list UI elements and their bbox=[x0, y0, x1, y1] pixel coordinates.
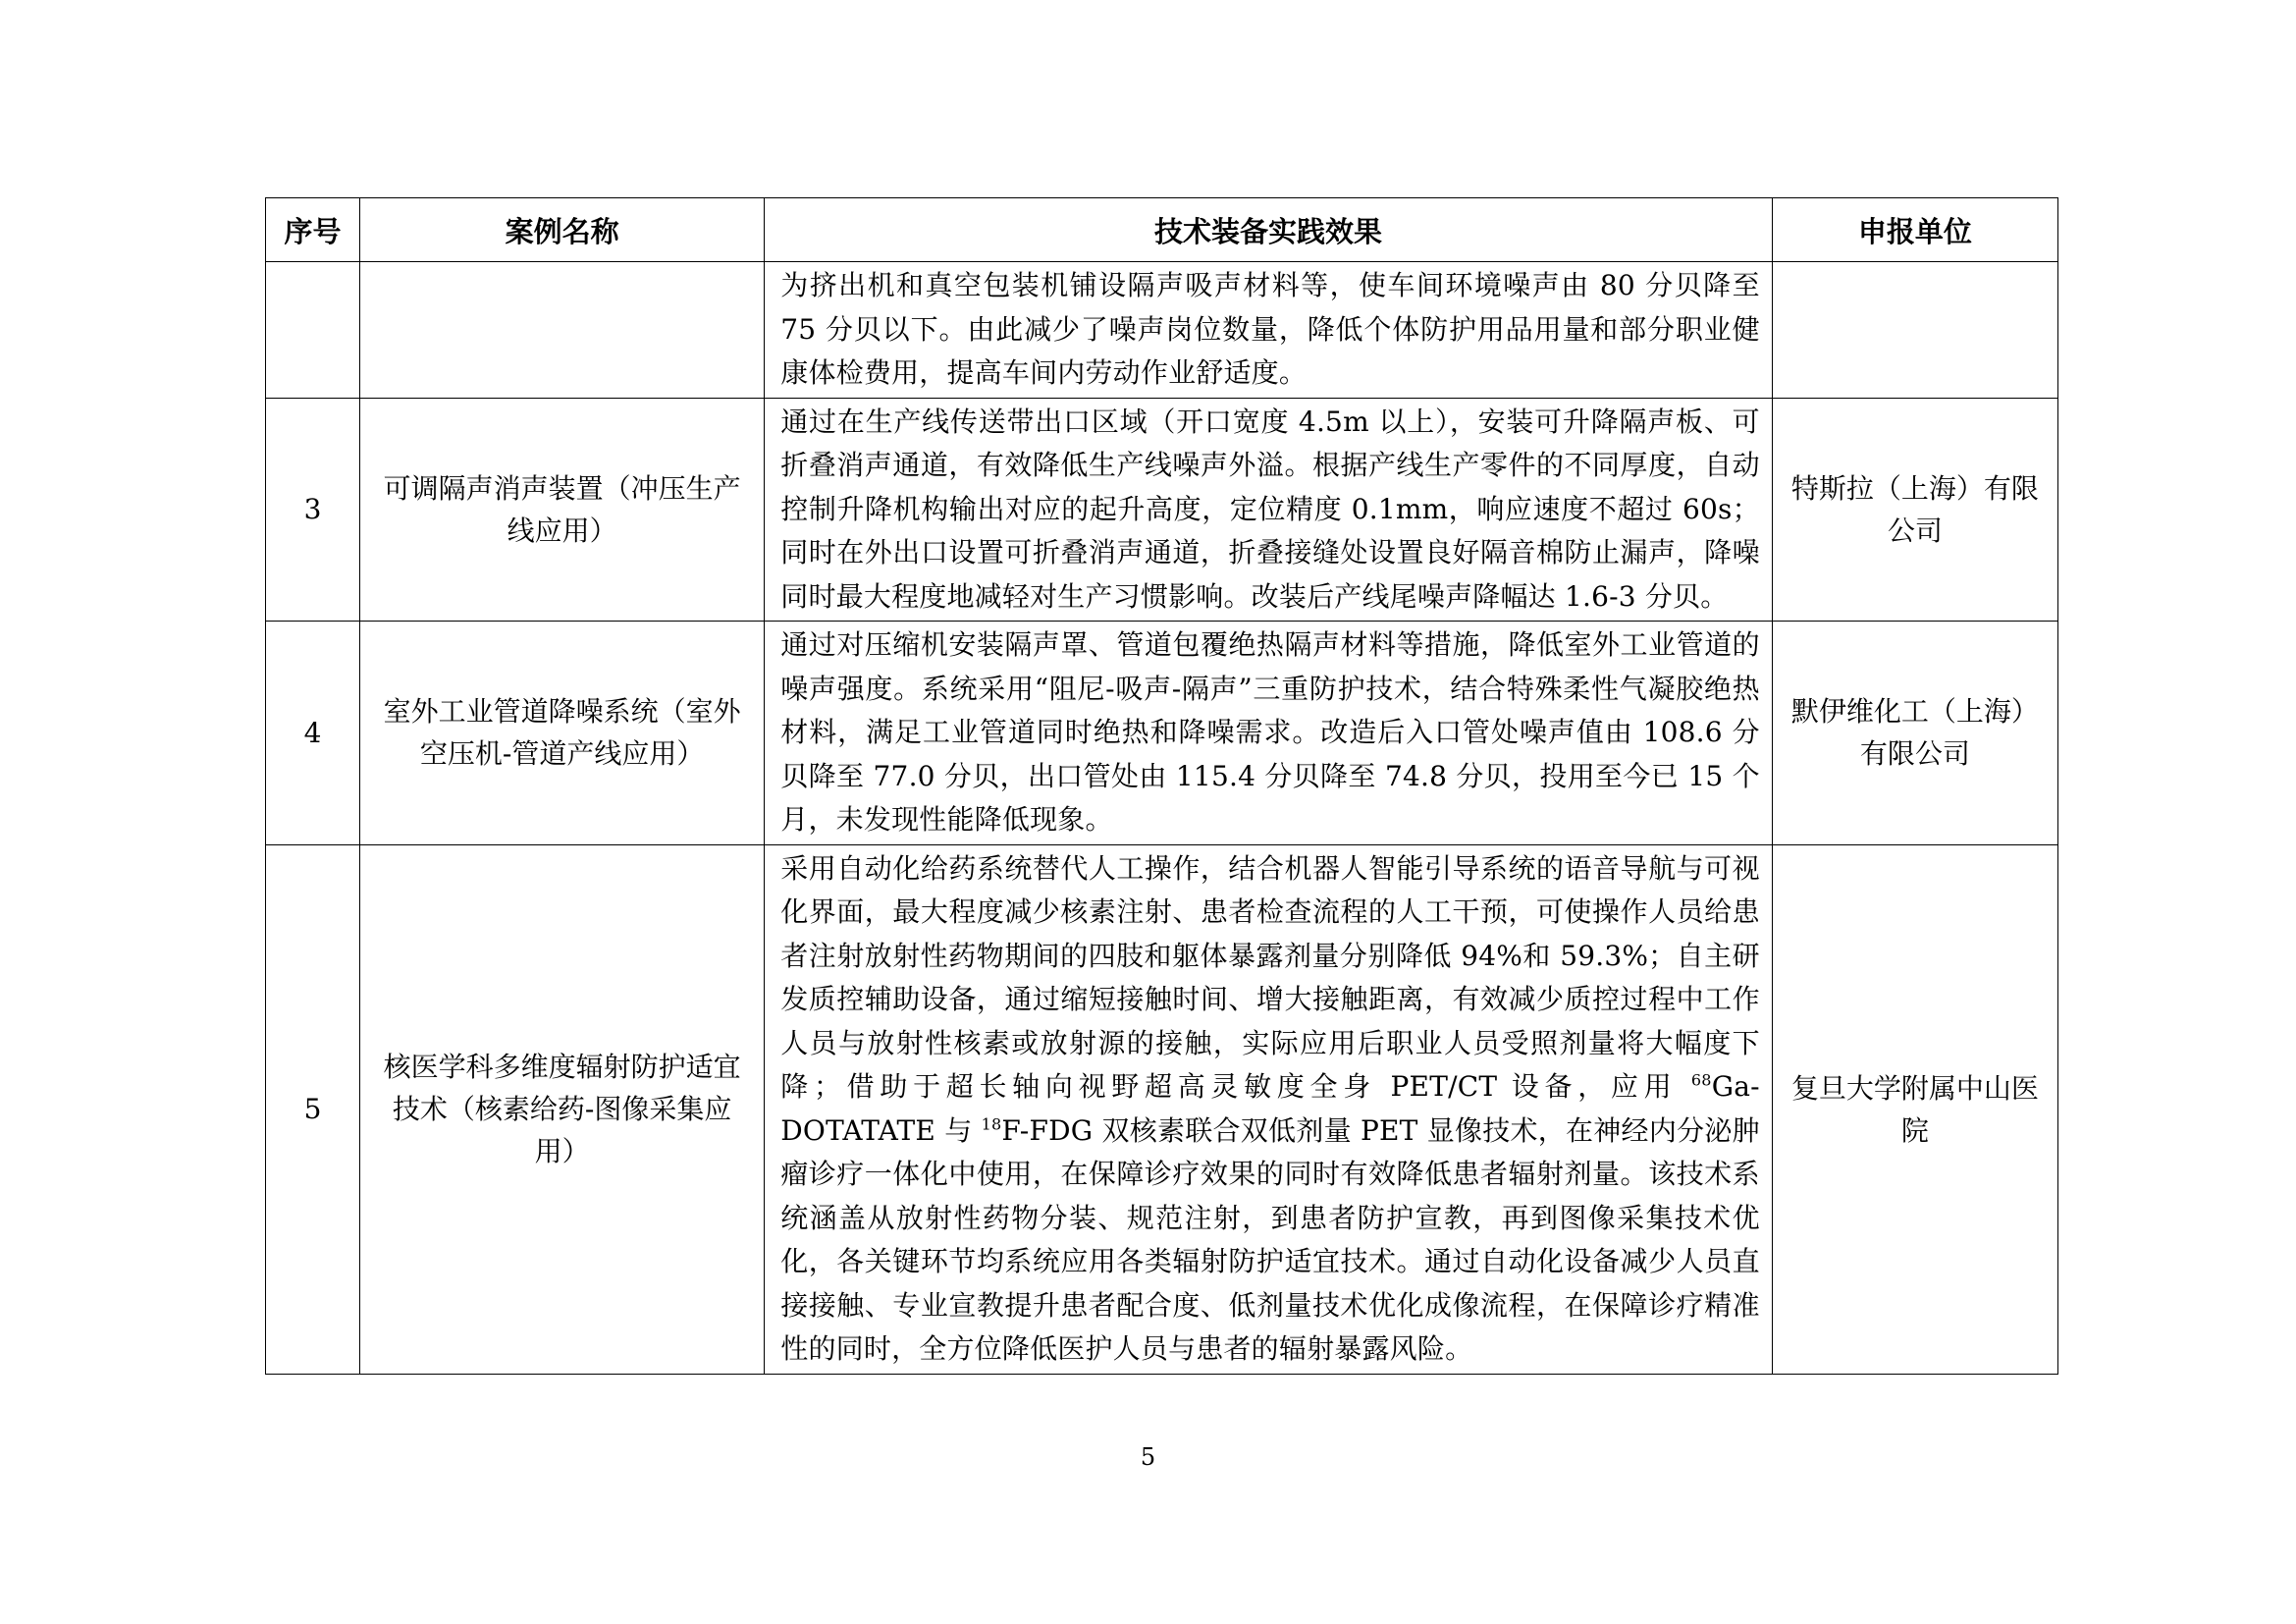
table-header-row bbox=[266, 198, 2058, 262]
row-no bbox=[266, 262, 360, 399]
row-name bbox=[360, 262, 765, 399]
row-effect: 通过在生产线传送带出口区域（开口宽度 4.5m 以上），安装可升降隔声板、可折叠消声通道，有效降低生产线噪声外溢。根据产线生产零件的不同厚度，自动控制升降机构输出对应的起升高度，定位精度 0.1mm，响应速度不超过 60s；同时在外出口设置可折叠消声通道，折叠接缝处设置良好隔音棉防止漏声，降噪同时最大程度地减轻对生产习惯影响。改装后产线尾噪声降幅达 1.6-3 分贝。 bbox=[765, 398, 1773, 622]
header-no: 序号 bbox=[266, 198, 360, 262]
isotope-mass-ga: 68 bbox=[1690, 1070, 1712, 1090]
case-table bbox=[265, 197, 2058, 1375]
table-row bbox=[266, 844, 2058, 1374]
header-name: 案例名称 bbox=[360, 198, 765, 262]
table-row bbox=[266, 262, 2058, 399]
row-no: 5 bbox=[266, 844, 360, 1374]
table-row bbox=[266, 622, 2058, 845]
row-unit: 默伊维化工（上海）有限公司 bbox=[1772, 622, 2057, 845]
header-effect: 技术装备实践效果 bbox=[765, 198, 1773, 262]
row-no: 3 bbox=[266, 398, 360, 622]
row-no: 4 bbox=[266, 622, 360, 845]
row-unit: 复旦大学附属中山医院 bbox=[1772, 844, 2057, 1374]
effect-text-a: 采用自动化给药系统替代人工操作，结合机器人智能引导系统的语音导航与可视化界面，最大程度减少核素注射、患者检查流程的人工干预，可使操作人员给患者注射放射性药物期间的四肢和躯体暴露剂量分别降低 94%和 59.3%；自主研发质控辅助设备，通过缩短接触时间、增大接触距离，有效减少质控过程中工作人员与放射性核素或放射源的接触，实际应用后职业人员受照剂量将大幅度下降；借助于超长轴向视野超高灵敏度全身 PET/CT 设备，应用 bbox=[780, 851, 1760, 1103]
row-effect bbox=[765, 844, 1773, 1374]
row-unit: 特斯拉（上海）有限公司 bbox=[1772, 398, 2057, 622]
table-row bbox=[266, 398, 2058, 622]
row-name: 核医学科多维度辐射防护适宜技术（核素给药-图像采集应用） bbox=[360, 844, 765, 1374]
effect-text-c: F-FDG 双核素联合双低剂量 PET 显像技术，在神经内分泌肿瘤诊疗一体化中使用，在保障诊疗效果的同时有效降低患者辐射剂量。该技术系统涵盖从放射性药物分装、规范注射，到患者防护宣教，再到图像采集技术优化，各关键环节均系统应用各类辐射防护适宜技术。通过自动化设备减少人员直接接触、专业宣教提升患者配合度、低剂量技术优化成像流程，在保障诊疗精准性的同时，全方位降低医护人员与患者的辐射暴露风险。 bbox=[780, 1113, 1760, 1365]
isotope-mass-f: 18 bbox=[981, 1114, 1002, 1134]
effect-text-b: Ga-DOTATATE 与 bbox=[780, 1070, 1760, 1147]
row-unit bbox=[1772, 262, 2057, 399]
row-name: 室外工业管道降噪系统（室外空压机-管道产线应用） bbox=[360, 622, 765, 845]
row-effect: 为挤出机和真空包装机铺设隔声吸声材料等，使车间环境噪声由 80 分贝降至 75 分贝以下。由此减少了噪声岗位数量，降低个体防护用品用量和部分职业健康体检费用，提高车间内劳动作业舒适度。 bbox=[765, 262, 1773, 399]
page-number: 5 bbox=[1140, 1443, 1156, 1471]
row-name: 可调隔声消声装置（冲压生产线应用） bbox=[360, 398, 765, 622]
header-unit: 申报单位 bbox=[1772, 198, 2057, 262]
row-effect: 通过对压缩机安装隔声罩、管道包覆绝热隔声材料等措施，降低室外工业管道的噪声强度。系统采用“阻尼-吸声-隔声”三重防护技术，结合特殊柔性气凝胶绝热材料，满足工业管道同时绝热和降噪需求。改造后入口管处噪声值由 108.6 分贝降至 77.0 分贝，出口管处由 115.4 分贝降至 74.8 分贝，投用至今已 15 个月，未发现性能降低现象。 bbox=[765, 622, 1773, 845]
